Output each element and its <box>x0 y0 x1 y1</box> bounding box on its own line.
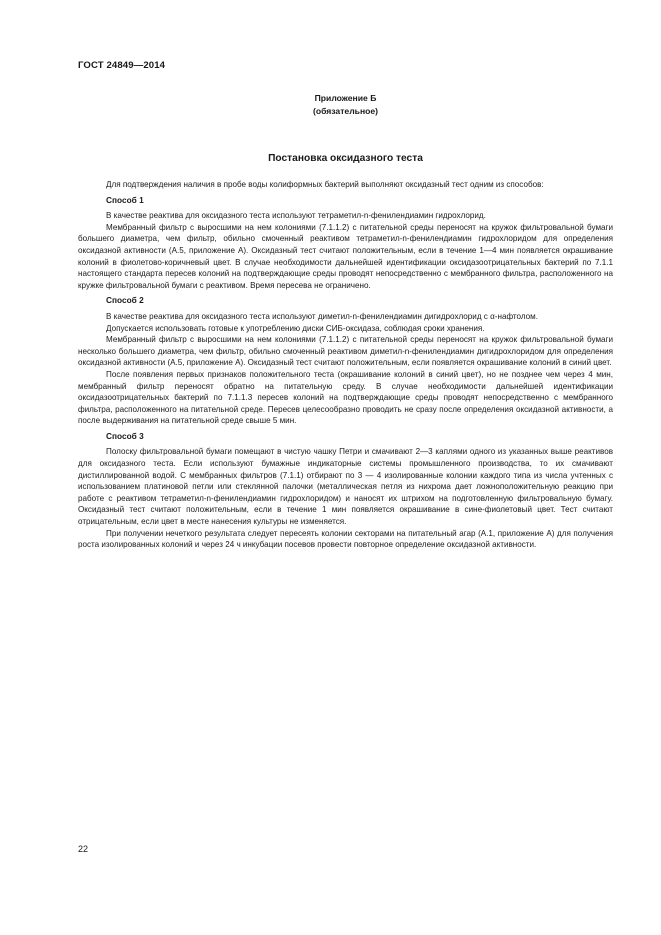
method-2-paragraph: Мембранный фильтр с выросшими на нем колониями (7.1.1.2) с питательной среды переносят на кружок фильтровальной бумаги несколько большего диаметра, чем фильтр, обильно смоченный реактивом диметил-n-фенилендиамин дигидрохлоридом для определения оксидазной активности (А.5, приложение А). Оксидазный тест считают положительным, если появляется окрашивание колоний в синий цвет. <box>78 335 613 368</box>
standard-header: ГОСТ 24849—2014 <box>78 60 166 71</box>
method-3-paragraph: Полоску фильтровальной бумаги помещают в чистую чашку Петри и смачивают 2—3 каплями одного из указанных выше реактивов для оксидазного теста. Если используют бумажные индикаторные системы промышленного производства, то их смачивают дистиллированной водой. С мембранных фильтров (7.1.1) отбирают по 3 — 4 изолированные колонии каждого типа из числа учтенных с использованием платиновой петли или стеклянной палочки (металлическая петля из нихрома дает ложноположительную реакцию при работе с реактивом тетраметил-n-фенилендиамин гидрохлоридом) и наносят их штрихом на подготовленную фильтровальную бумагу. Оксидазный тест считают положительным, если в течение 1 мин появляется окрашивание в сине-фиолетовый цвет. Тест считают отрицательным, если цвет в месте нанесения культуры не изменяется. <box>78 447 613 527</box>
method-2-paragraph: Допускается использовать готовые к употреблению диски СИБ-оксидаза, соблюдая сроки хранения. <box>106 323 485 333</box>
section-title: Постановка оксидазного теста <box>268 153 423 164</box>
document-body <box>78 179 613 551</box>
method-1-paragraph: Мембранный фильтр с выросшими на нем колониями (7.1.1.2) с питательной среды переносят на кружок фильтровальной бумаги большего диаметра, чем фильтр, обильно смоченный реактивом тетраметил-n-фенилендиамин гидрохлоридом для определения оксидазной активности (А.5, приложение А). Оксидазный тест считают положительным, если в течение 1—4 мин появляется окрашивание колоний в фиолетово-коричневый цвет. В случае необходимости дальнейшей идентификации оксидазоотрицательных бактерий по 7.1.1 настоящего стандарта пересев колоний на подтверждающие среды проводят непосредственно с мембранного фильтра, расположенного на кружке фильтровальной бумаги с реактивом. Время пересева не ограничено. <box>78 222 613 290</box>
method-2-paragraph: После появления первых признаков положительного теста (окрашивание колоний в синий цвет), но не позднее чем через 4 мин, мембранный фильтр переносят обратно на питательную среду. В случае необходимости дальнейшей идентификации оксидазоотрицательных бактерий по 7.1.1.3 пересев колоний на подтверждающие среды проводят непосредственно с мембранного фильтра, расположенного на питательной среде. Пересев целесообразно проводить не сразу после определения оксидазной активности, а после выдерживания на питательной среде свыше 5 мин. <box>78 369 613 426</box>
method-1-paragraph: В качестве реактива для оксидазного теста используют тетраметил-n-фенилендиамин гидрохлорид. <box>106 211 486 221</box>
method-3-paragraph: При получении нечеткого результата следует пересеять колонии секторами на питательный агар (А.1, приложение А) для получения роста изолированных колоний и через 24 ч инкубации посевов провести повторное определение оксидазной активности. <box>78 528 613 550</box>
method-1-heading: Способ 1 <box>106 194 144 205</box>
method-2-heading: Способ 2 <box>106 295 144 306</box>
method-3-heading: Способ 3 <box>106 430 144 441</box>
appendix-status: (обязательное) <box>312 105 379 116</box>
method-2-paragraph: В качестве реактива для оксидазного теста используют диметил-n-фенилендиамин дигидрохлорид с α-нафтолом. <box>106 311 538 321</box>
intro-paragraph: Для подтверждения наличия в пробе воды колиформных бактерий выполняют оксидазный тест одним из способов: <box>106 180 544 189</box>
appendix-heading <box>78 92 613 117</box>
page-number: 22 <box>78 844 89 854</box>
appendix-title: Приложение Б <box>314 93 377 103</box>
